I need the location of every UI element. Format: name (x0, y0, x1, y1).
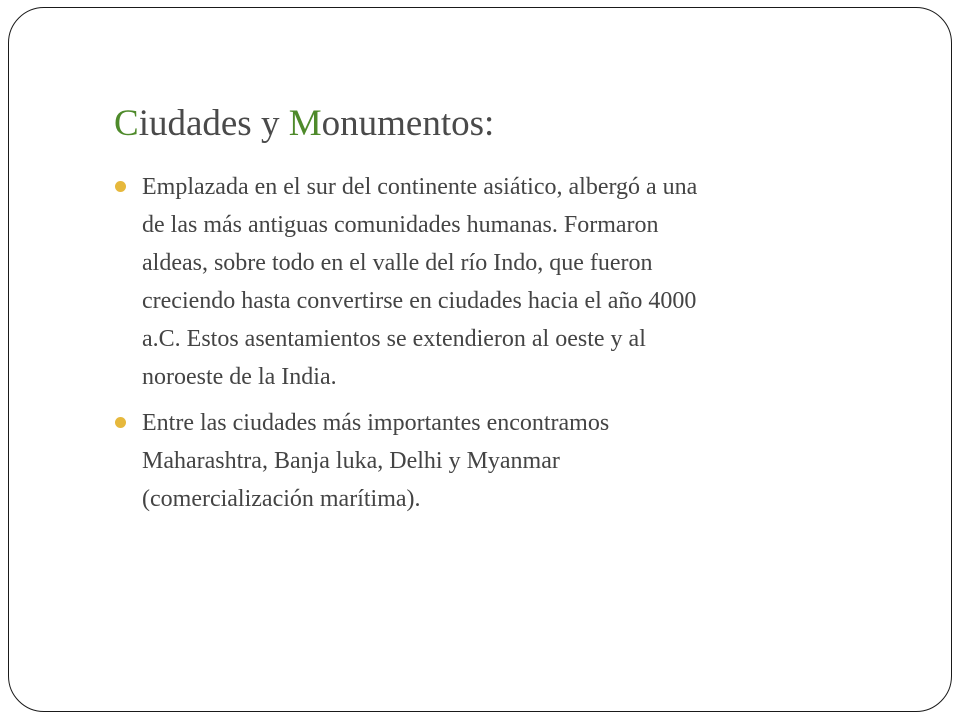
bullet-item-ciudades (115, 404, 875, 518)
bullet-list (115, 168, 875, 518)
bullet-item-emplazada (115, 168, 875, 396)
bullet-line: (comercialización marítima). (142, 486, 421, 512)
bullet-line: creciendo hasta convertirse en ciudades hacia el año 4000 (142, 288, 697, 314)
bullet-line: a.C. Estos asentamientos se extendieron al oeste y al (142, 326, 646, 352)
bullet-dot-icon (115, 417, 126, 428)
title-initial-c: C (114, 103, 139, 144)
bullet-line: noroeste de la India. (142, 364, 337, 390)
bullet-line: de las más antiguas comunidades humanas. Formaron (142, 212, 659, 238)
title-text-ciudades: iudades y (138, 103, 289, 144)
title-text-monumentos: onumentos: (321, 103, 495, 144)
bullet-line: Entre las ciudades más importantes encontramos (142, 410, 610, 436)
bullet-line: aldeas, sobre todo en el valle del río Indo, que fueron (142, 250, 653, 276)
bullet-dot-icon (115, 181, 126, 192)
bullet-line: Maharashtra, Banja luka, Delhi y Myanmar (142, 448, 560, 474)
slide-title (114, 100, 494, 148)
slide-frame (8, 7, 952, 712)
title-initial-m: M (288, 103, 322, 144)
bullet-line: Emplazada en el sur del continente asiático, albergó a una (142, 174, 698, 200)
